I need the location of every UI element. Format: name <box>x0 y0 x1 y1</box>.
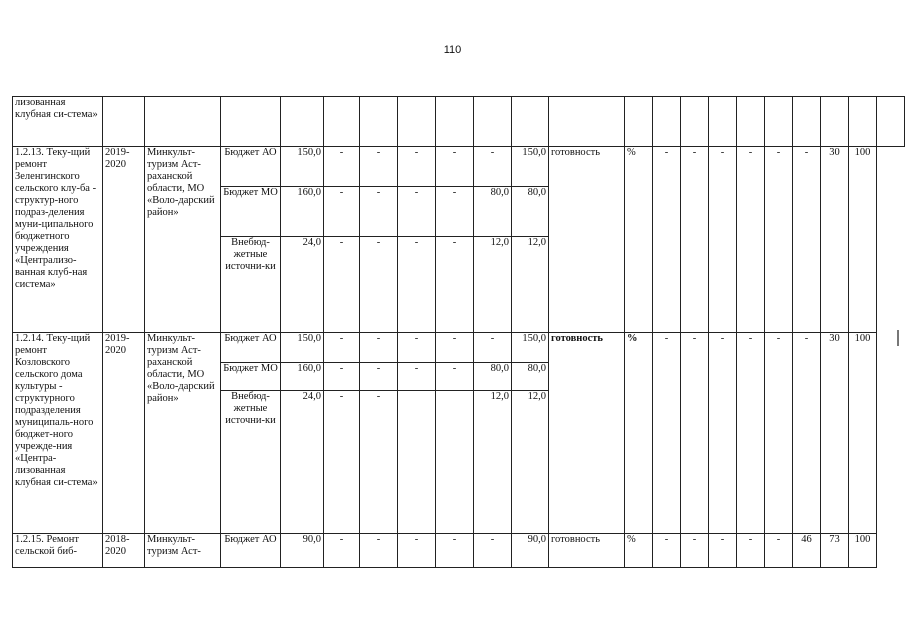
target-value: - <box>737 147 765 333</box>
target-value: - <box>709 333 737 534</box>
funding-total: 160,0 <box>281 187 324 237</box>
year-value: 80,0 <box>474 363 512 391</box>
page-number: 110 <box>443 44 462 56</box>
year-value: 12,0 <box>512 237 549 333</box>
target-value: - <box>681 147 709 333</box>
measure-period: 2019-2020 <box>103 333 145 534</box>
funding-source: Внебюд-жетные источни-ки <box>221 237 281 333</box>
indicator-unit: % <box>625 333 653 534</box>
measure-name: 1.2.13. Теку-щий ремонт Зеленгинского сельского клу-ба - структур-ного подраз-деления муни-ципального бюджетного учреждения «Централизо-ванная клуб-ная система» <box>13 147 103 333</box>
funding-total: 150,0 <box>281 147 324 187</box>
scan-edge-mark <box>897 330 899 346</box>
year-value: 12,0 <box>512 391 549 534</box>
year-value: - <box>324 187 360 237</box>
year-value: - <box>398 534 436 568</box>
year-value: - <box>436 147 474 187</box>
target-value: 46 <box>793 534 821 568</box>
year-value: - <box>324 391 360 534</box>
measure-name: 1.2.14. Теку-щий ремонт Козловского сельского дома культуры - структурного подразделения муниципаль-ного бюджет-ного учрежде-ния «Центра-лизованная клубная си-стема» <box>13 333 103 534</box>
year-value: - <box>360 534 398 568</box>
year-value: - <box>398 147 436 187</box>
target-value: 30 <box>821 147 849 333</box>
year-value: - <box>436 363 474 391</box>
funding-source: Бюджет МО <box>221 187 281 237</box>
measure-executor: Минкульт-туризм Аст-раханской области, МО «Воло-дарский район» <box>145 147 221 333</box>
target-value: - <box>737 534 765 568</box>
year-value: - <box>436 237 474 333</box>
year-value: - <box>474 534 512 568</box>
funding-source: Бюджет АО <box>221 147 281 187</box>
target-value: - <box>653 147 681 333</box>
funding-total: 24,0 <box>281 391 324 534</box>
target-value: - <box>709 534 737 568</box>
target-value: 100 <box>849 333 877 534</box>
target-value: - <box>681 333 709 534</box>
measure-name: 1.2.15. Ремонт сельской биб- <box>13 534 103 568</box>
target-value: - <box>765 333 793 534</box>
year-value: - <box>398 363 436 391</box>
funding-source: Бюджет АО <box>221 534 281 568</box>
year-value: - <box>360 363 398 391</box>
target-value: - <box>793 147 821 333</box>
funding-total: 150,0 <box>281 333 324 363</box>
year-value: - <box>360 187 398 237</box>
measure-executor: Минкульт-туризм Аст- <box>145 534 221 568</box>
measure-executor: Минкульт-туризм Аст-раханской области, МО «Воло-дарский район» <box>145 333 221 534</box>
target-value: - <box>653 534 681 568</box>
year-value: - <box>398 187 436 237</box>
table-row <box>13 97 905 147</box>
funding-total: 160,0 <box>281 363 324 391</box>
target-value: - <box>765 147 793 333</box>
program-table <box>12 96 905 568</box>
target-value: - <box>681 534 709 568</box>
target-value: 100 <box>849 534 877 568</box>
year-value: - <box>360 147 398 187</box>
target-value: - <box>737 333 765 534</box>
indicator-name: готовность <box>549 147 625 333</box>
year-value: - <box>436 333 474 363</box>
year-value: 12,0 <box>474 237 512 333</box>
indicator-name: готовность <box>549 534 625 568</box>
year-value: 150,0 <box>512 147 549 187</box>
year-value: 90,0 <box>512 534 549 568</box>
target-value: - <box>793 333 821 534</box>
year-value: - <box>474 333 512 363</box>
target-value: 30 <box>821 333 849 534</box>
year-value: - <box>324 333 360 363</box>
year-value: 150,0 <box>512 333 549 363</box>
year-value: - <box>324 147 360 187</box>
indicator-name: готовность <box>549 333 625 534</box>
target-value: - <box>709 147 737 333</box>
year-value: - <box>398 237 436 333</box>
measure-name: лизованная клубная си-стема» <box>13 97 103 147</box>
year-value: 80,0 <box>512 187 549 237</box>
year-value: - <box>360 391 398 534</box>
target-value: - <box>653 333 681 534</box>
funding-total: 24,0 <box>281 237 324 333</box>
year-value: - <box>360 333 398 363</box>
target-value: 100 <box>849 147 877 333</box>
funding-source: Бюджет МО <box>221 363 281 391</box>
indicator-unit: % <box>625 534 653 568</box>
year-value: - <box>398 333 436 363</box>
year-value: - <box>436 187 474 237</box>
year-value <box>436 391 474 534</box>
year-value: - <box>436 534 474 568</box>
year-value: - <box>324 534 360 568</box>
funding-source: Бюджет АО <box>221 333 281 363</box>
year-value: - <box>324 237 360 333</box>
year-value <box>398 391 436 534</box>
table-row <box>13 147 905 187</box>
year-value: 12,0 <box>474 391 512 534</box>
funding-source: Внебюд-жетные источни-ки <box>221 391 281 534</box>
year-value: - <box>324 363 360 391</box>
target-value: 73 <box>821 534 849 568</box>
indicator-unit: % <box>625 147 653 333</box>
table-row <box>13 333 905 363</box>
year-value: - <box>474 147 512 187</box>
year-value: 80,0 <box>474 187 512 237</box>
measure-period: 2018-2020 <box>103 534 145 568</box>
target-value: - <box>765 534 793 568</box>
funding-total: 90,0 <box>281 534 324 568</box>
year-value: - <box>360 237 398 333</box>
year-value: 80,0 <box>512 363 549 391</box>
measure-period: 2019-2020 <box>103 147 145 333</box>
table-row <box>13 534 905 568</box>
